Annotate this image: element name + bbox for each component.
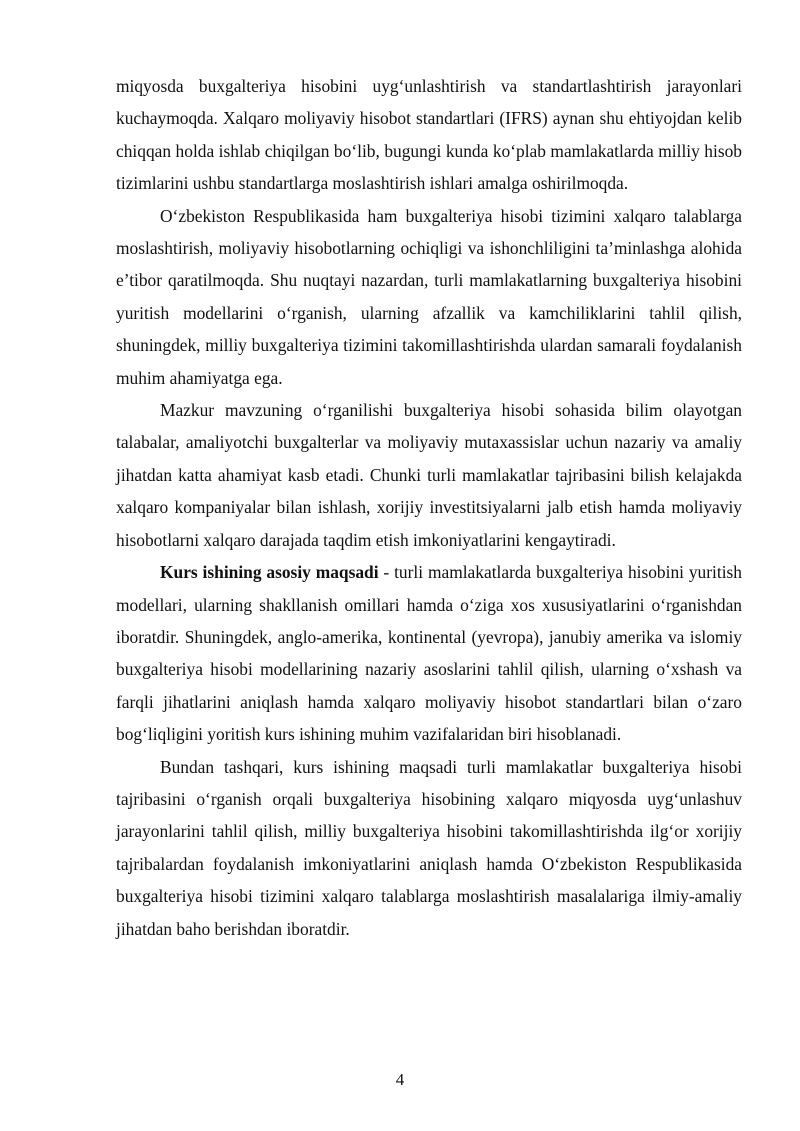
page-number: 4	[395, 1070, 405, 1089]
paragraph-4-text: - turli mamlakatlarda buxgalteriya hisobini yuritish modellari, ularning shakllanish omillari hamda o‘ziga xos xususiyatlarini o‘rganishdan iboratdir. Shuningdek, anglo-amerika, kontinental (yevropa), janubiy amerika va islomiy buxgalteriya hisobi modellarining nazariy asoslarini tahlil qilish, ularning o‘xshash va farqli jihatlarini aniqlash hamda xalqaro moliyaviy hisobot standartlari bilan o‘zaro bog‘liqligini yoritish kurs ishining muhim vazifalaridan biri hisoblanadi.	[116, 562, 742, 745]
paragraph-1	[116, 70, 742, 200]
paragraph-3	[116, 394, 742, 556]
paragraph-1-text: miqyosda buxgalteriya hisobini uyg‘unlashtirish va standartlashtirish jarayonlari kuchaymoqda. Xalqaro moliyaviy hisobot standartlari (IFRS) aynan shu ehtiyojdan kelib chiqqan holda ishlab chiqilgan bo‘lib, bugungi kunda ko‘plab mamlakatlarda milliy hisob tizimlarini ushbu standartlarga moslashtirish ishlari amalga oshirilmoqda.	[116, 76, 742, 194]
paragraph-5-text: Bundan tashqari, kurs ishining maqsadi turli mamlakatlar buxgalteriya hisobi tajribasini o‘rganish orqali buxgalteriya hisobining xalqaro miqyosda uyg‘unlashuv jarayonlarini tahlil qilish, milliy buxgalteriya hisobini takomillashtirishda ilg‘or xorijiy tajribalardan foydalanish imkoniyatlarini aniqlash hamda O‘zbekiston Respublikasida buxgalteriya hisobi tizimini xalqaro talablarga moslashtirish masalalariga ilmiy-amaliy jihatdan baho berishdan iboratdir.	[116, 756, 742, 939]
paragraph-3-text: Mazkur mavzuning o‘rganilishi buxgalteriya hisobi sohasida bilim olayotgan talabalar, amaliyotchi buxgalterlar va moliyaviy mutaxassislar uchun nazariy va amaliy jihatdan katta ahamiyat kasb etadi. Chunki turli mamlakatlar tajribasini bilish kelajakda xalqaro kompaniyalar bilan ishlash, xorijiy investitsiyalarni jalb etish hamda moliyaviy hisobotlarni xalqaro darajada taqdim etish imkoniyatlarini kengaytiradi.	[116, 400, 742, 550]
paragraph-4-bold-lead: Kurs ishining asosiy maqsadi	[160, 562, 379, 583]
paragraph-5	[116, 751, 742, 945]
page-body	[116, 70, 742, 945]
paragraph-4	[116, 556, 742, 750]
paragraph-2	[116, 200, 742, 394]
paragraph-2-text: O‘zbekiston Respublikasida ham buxgalteriya hisobi tizimini xalqaro talablarga moslashtirish, moliyaviy hisobotlarning ochiqligi va ishonchliligini ta’minlashga alohida e’tibor qaratilmoqda. Shu nuqtayi nazardan, turli mamlakatlarning buxgalteriya hisobini yuritish modellarini o‘rganish, ularning afzallik va kamchiliklarini tahlil qilish, shuningdek, milliy buxgalteriya tizimini takomillashtirishda ulardan samarali foydalanish muhim ahamiyatga ega.	[116, 205, 742, 388]
